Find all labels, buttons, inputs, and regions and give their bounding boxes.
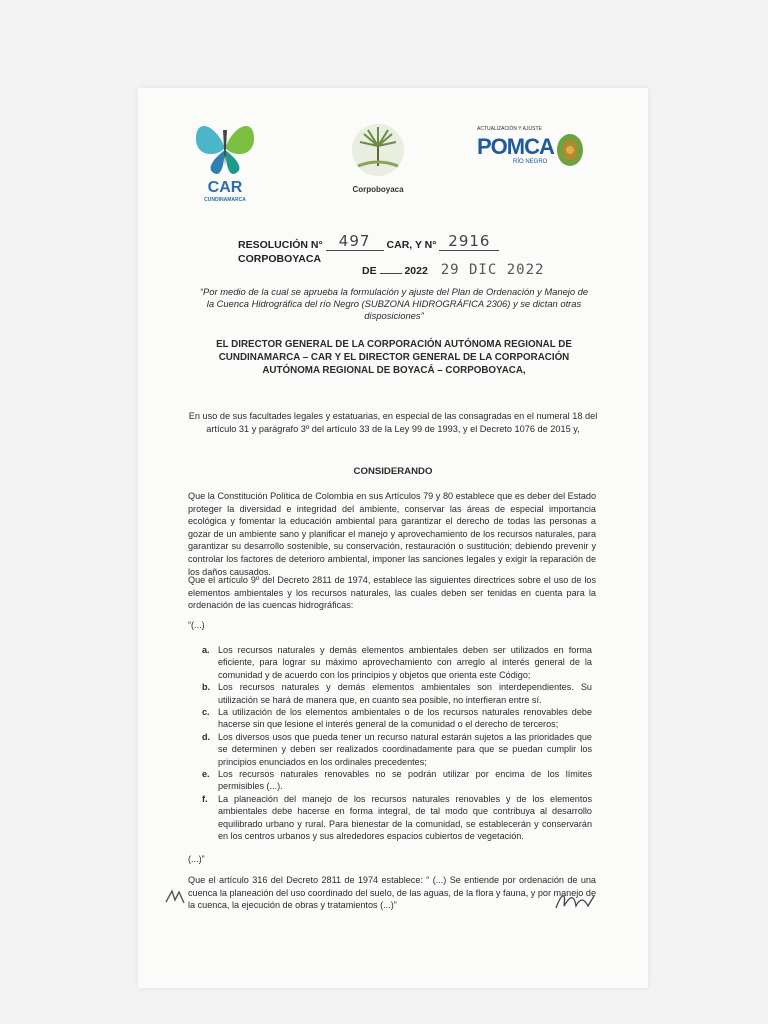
- directives-list: [200, 644, 592, 843]
- list-item-label: b.: [202, 682, 211, 693]
- list-item: [200, 681, 592, 706]
- list-item: [200, 706, 592, 731]
- quote-open: “(...): [188, 620, 205, 630]
- paragraph-constitution: Que la Constitución Política de Colombia en sus Artículos 79 y 80 establece que es deber del Estado proteger la diversidad e integridad del ambiente, conservar las áreas de especial importancia ecológica y fomentar la educación ambiental para garantizar el derecho de todas las personas a gozar de un ambiente sano y planificar el manejo y aprovechamiento de los recursos naturales, para garantizar su desarrollo sostenible, su conservación, restauración o sustitución; debiendo prevenir y controlar los factores de deterioro ambiental, imponer las sanciones legales y exigir la reparación de los daños causados.: [188, 491, 596, 577]
- considerando-heading: CONSIDERANDO: [353, 466, 433, 477]
- resolution-label-end: CORPOBOYACA: [238, 253, 322, 265]
- car-resolution-number: 497: [326, 232, 384, 251]
- car-logo-subtext: CUNDINAMARCA: [204, 197, 246, 203]
- resolution-number-line: [238, 234, 568, 265]
- date-year: 2022: [404, 265, 428, 277]
- resolution-label-mid: CAR, Y N°: [386, 239, 437, 251]
- list-item: [200, 731, 592, 768]
- list-item-text: La utilización de los elementos ambientales o de los recursos naturales renovables debe hacerse sin que lesione el interés general de la comunidad o el derecho de terceros;: [218, 707, 592, 730]
- directors-heading: EL DIRECTOR GENERAL DE LA CORPORACIÓN AUTÓNOMA REGIONAL DE CUNDINAMARCA – CAR Y EL DIRECTOR GENERAL DE LA CORPORACIÓN AUTÓNOMA REGIONAL DE BOYACÁ – CORPOBOYACA,: [216, 339, 572, 376]
- butterfly-icon: [190, 118, 260, 178]
- list-item-text: Los recursos naturales y demás elementos ambientales son interdependientes. Su utilización se hará de manera que, en cuanto sea posible, no interfieran entre sí.: [218, 682, 592, 705]
- list-item: [200, 768, 592, 793]
- pomca-logo-subtext: RÍO NEGRO: [513, 159, 548, 165]
- resolution-label: RESOLUCIÓN N°: [238, 239, 323, 251]
- car-logo: [190, 118, 260, 203]
- paragraph-article-316: Que el artículo 316 del Decreto 2811 de 1974 establece: “ (...) Se entiende por ordenación de una cuenca la planeación del uso coordinado del suelo, de las aguas, de la flora y fauna, y por manejo de la cuenca, la ejecución de obras y tratamientos (...)”: [188, 875, 596, 911]
- list-item: [200, 644, 592, 681]
- list-item-label: e.: [202, 769, 210, 780]
- quote-close: (...)”: [188, 854, 205, 864]
- legal-basis-intro: En uso de sus facultades legales y estatuarias, en especial de las consagradas en el numeral 18 del artículo 31 y parágrafo 3º del artículo 33 de la Ley 99 de 1993, y el Decreto 1076 de 2015 y,: [188, 411, 598, 434]
- resolution-subtitle: “Por medio de la cual se aprueba la formulación y ajuste del Plan de Ordenación y Manejo de la Cuenca Hidrográfica del río Negro (SUBZONA HIDROGRÁFICA 2306) y se dictan otras disposiciones”: [199, 286, 589, 321]
- corpoboyaca-logo: [338, 122, 418, 202]
- header-logos: [190, 118, 590, 208]
- date-label: DE: [362, 265, 377, 277]
- list-item-label: f.: [202, 793, 208, 804]
- list-item-label: d.: [202, 731, 211, 742]
- pomca-logo-toptext: ACTUALIZACIÓN Y AJUSTE: [477, 126, 542, 132]
- paragraph-decreto-2811: Que el artículo 9º del Decreto 2811 de 1974, establece las siguientes directrices sobre el uso de los elementos ambientales y los recursos naturales, las cuales deben ser tenidas en cuenta para la ordenación de las cuencas hidrográficas:: [188, 575, 596, 611]
- list-item-label: c.: [202, 707, 210, 718]
- corpoboyaca-resolution-number: 2916: [439, 232, 499, 251]
- pomca-leaf-icon: [555, 132, 585, 170]
- list-item-text: La planeación del manejo de los recursos naturales renovables y de los elementos ambientales debe hacerse en forma integral, de tal modo que contribuya al desarrollo equilibrado urbano y rural. Para bienestar de la comunidad, se establecerán y conservarán en los centros urbanos y sus alrededores espacios cubiertos de vegetación.: [218, 793, 592, 842]
- date-stamp: 29 DIC 2022: [440, 262, 545, 278]
- frailejon-icon: [338, 122, 418, 180]
- list-item-label: a.: [202, 645, 210, 655]
- list-item-text: Los diversos usos que pueda tener un recurso natural estarán sujetos a las prioridades que se determinen y deben ser realizados coordinadamente para que se puedan cumplir los principios enunciados en los ordinales precedentes;: [218, 731, 592, 767]
- list-item: [200, 793, 592, 843]
- resolution-date-line: [362, 262, 562, 278]
- list-item-text: Los recursos naturales renovables no se podrán utilizar por encima de los límites permisibles (...).: [218, 769, 592, 792]
- corpoboyaca-logo-text: Corpoboyaca: [352, 185, 404, 194]
- pomca-logo-text: POMCA: [477, 134, 554, 159]
- initials-mark: [164, 888, 186, 906]
- car-logo-text: CAR: [207, 179, 243, 196]
- list-item-text: Los recursos naturales y demás elementos ambientales deben ser utilizados en forma eficiente, para lograr su máximo aprovechamiento con arreglo al interés general de la comunidad y de acuerdo con los principios y objetos que orienta este Código;: [218, 645, 592, 680]
- signature-mark: [552, 888, 598, 916]
- pomca-logo: [477, 126, 587, 196]
